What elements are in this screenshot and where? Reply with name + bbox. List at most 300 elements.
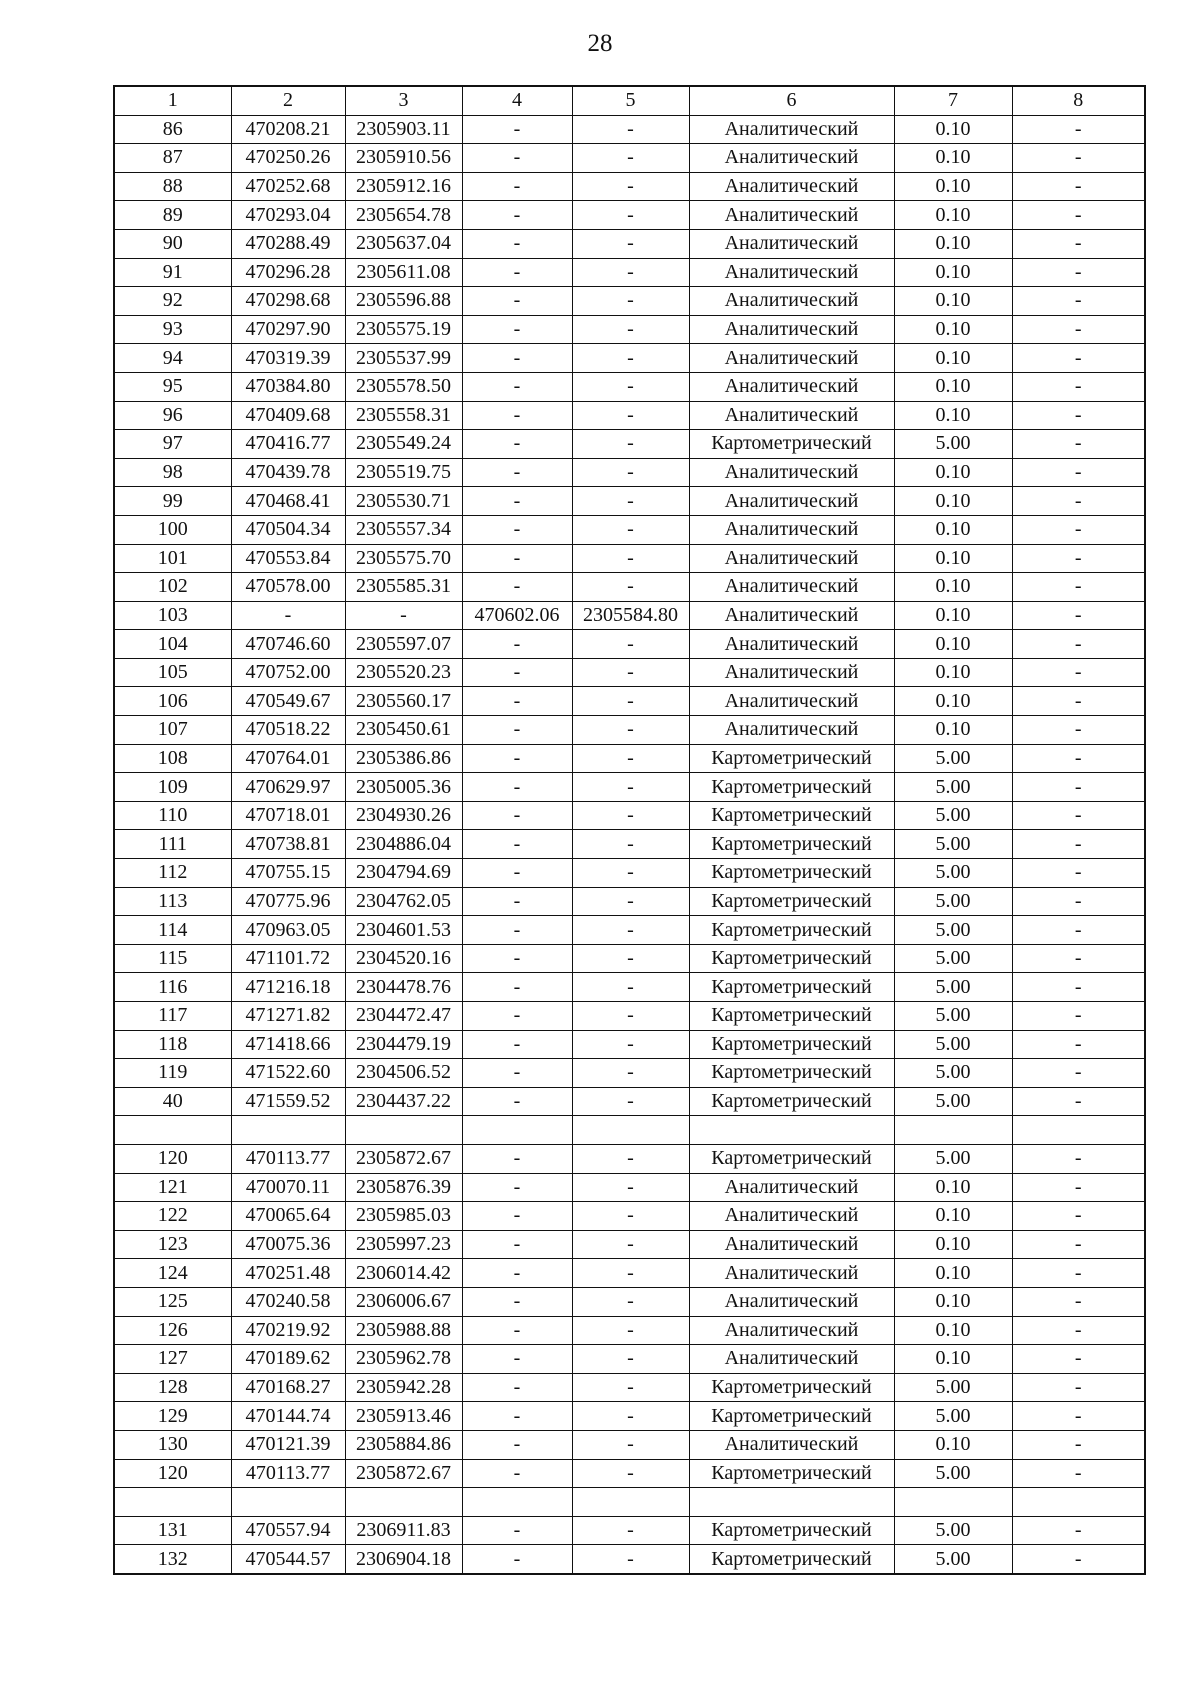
point-number-cell: 126 xyxy=(114,1316,231,1345)
accuracy-cell: 5.00 xyxy=(894,1030,1012,1059)
column-header: 3 xyxy=(345,86,462,115)
method-cell: Аналитический xyxy=(689,544,894,573)
y-coordinate-cell: 2305872.67 xyxy=(345,1144,462,1173)
accuracy-cell: 0.10 xyxy=(894,172,1012,201)
y-coordinate-alt-cell: - xyxy=(572,773,689,802)
method-cell: Аналитический xyxy=(689,658,894,687)
x-coordinate-alt-cell: - xyxy=(462,1002,572,1031)
method-cell: Аналитический xyxy=(689,630,894,659)
x-coordinate-alt-cell: - xyxy=(462,1430,572,1459)
table-row xyxy=(114,1230,1145,1259)
method-cell: Картометрический xyxy=(689,1459,894,1488)
table-row xyxy=(114,601,1145,630)
y-coordinate-alt-cell: - xyxy=(572,1287,689,1316)
column-header: 5 xyxy=(572,86,689,115)
y-coordinate-alt-cell: - xyxy=(572,172,689,201)
point-number-cell: 100 xyxy=(114,515,231,544)
method-cell: Картометрический xyxy=(689,1402,894,1431)
note-cell: - xyxy=(1012,801,1145,830)
point-number-cell: 106 xyxy=(114,687,231,716)
x-coordinate-alt-cell: - xyxy=(462,430,572,459)
accuracy-cell: 0.10 xyxy=(894,201,1012,230)
y-coordinate-alt-cell: - xyxy=(572,287,689,316)
y-coordinate-alt-cell: - xyxy=(572,887,689,916)
table-row xyxy=(114,1116,1145,1145)
table-row xyxy=(114,1459,1145,1488)
x-coordinate-cell xyxy=(231,1116,345,1145)
coordinates-table xyxy=(113,85,1146,1575)
y-coordinate-alt-cell: - xyxy=(572,744,689,773)
accuracy-cell: 0.10 xyxy=(894,315,1012,344)
point-number-cell: 108 xyxy=(114,744,231,773)
table-row xyxy=(114,115,1145,144)
point-number-cell: 94 xyxy=(114,344,231,373)
x-coordinate-alt-cell: - xyxy=(462,687,572,716)
point-number-cell: 111 xyxy=(114,830,231,859)
method-cell: Аналитический xyxy=(689,487,894,516)
accuracy-cell: 5.00 xyxy=(894,859,1012,888)
accuracy-cell: 0.10 xyxy=(894,658,1012,687)
x-coordinate-alt-cell: - xyxy=(462,1459,572,1488)
y-coordinate-cell: 2305903.11 xyxy=(345,115,462,144)
table-row xyxy=(114,287,1145,316)
accuracy-cell: 5.00 xyxy=(894,1144,1012,1173)
y-coordinate-cell: 2305585.31 xyxy=(345,573,462,602)
point-number-cell: 99 xyxy=(114,487,231,516)
note-cell: - xyxy=(1012,401,1145,430)
note-cell: - xyxy=(1012,115,1145,144)
y-coordinate-alt-cell: - xyxy=(572,1259,689,1288)
x-coordinate-cell: 471559.52 xyxy=(231,1087,345,1116)
method-cell: Аналитический xyxy=(689,687,894,716)
table-row xyxy=(114,229,1145,258)
note-cell: - xyxy=(1012,830,1145,859)
note-cell: - xyxy=(1012,1345,1145,1374)
x-coordinate-alt-cell: - xyxy=(462,315,572,344)
x-coordinate-cell: 470208.21 xyxy=(231,115,345,144)
x-coordinate-alt-cell: - xyxy=(462,115,572,144)
x-coordinate-alt-cell: - xyxy=(462,1259,572,1288)
accuracy-cell: 5.00 xyxy=(894,944,1012,973)
y-coordinate-cell: 2306014.42 xyxy=(345,1259,462,1288)
x-coordinate-alt-cell: - xyxy=(462,1345,572,1374)
x-coordinate-cell: 470409.68 xyxy=(231,401,345,430)
x-coordinate-cell: 470718.01 xyxy=(231,801,345,830)
x-coordinate-alt-cell: - xyxy=(462,401,572,430)
y-coordinate-alt-cell xyxy=(572,1488,689,1517)
accuracy-cell: 0.10 xyxy=(894,630,1012,659)
point-number-cell: 95 xyxy=(114,372,231,401)
method-cell: Аналитический xyxy=(689,115,894,144)
method-cell: Аналитический xyxy=(689,201,894,230)
method-cell: Картометрический xyxy=(689,1087,894,1116)
x-coordinate-cell: 470296.28 xyxy=(231,258,345,287)
method-cell: Аналитический xyxy=(689,372,894,401)
note-cell: - xyxy=(1012,1259,1145,1288)
note-cell: - xyxy=(1012,1202,1145,1231)
accuracy-cell: 5.00 xyxy=(894,801,1012,830)
x-coordinate-cell: 470755.15 xyxy=(231,859,345,888)
point-number-cell: 119 xyxy=(114,1059,231,1088)
method-cell: Картометрический xyxy=(689,859,894,888)
point-number-cell xyxy=(114,1116,231,1145)
note-cell: - xyxy=(1012,1144,1145,1173)
x-coordinate-cell: 471522.60 xyxy=(231,1059,345,1088)
note-cell: - xyxy=(1012,744,1145,773)
accuracy-cell: 0.10 xyxy=(894,401,1012,430)
x-coordinate-cell: 470439.78 xyxy=(231,458,345,487)
method-cell: Аналитический xyxy=(689,1430,894,1459)
note-cell: - xyxy=(1012,573,1145,602)
method-cell: Аналитический xyxy=(689,1202,894,1231)
x-coordinate-alt-cell: - xyxy=(462,630,572,659)
point-number-cell: 129 xyxy=(114,1402,231,1431)
y-coordinate-cell: 2305942.28 xyxy=(345,1373,462,1402)
accuracy-cell: 0.10 xyxy=(894,573,1012,602)
accuracy-cell: 5.00 xyxy=(894,1545,1012,1574)
x-coordinate-alt-cell: - xyxy=(462,458,572,487)
table-row xyxy=(114,201,1145,230)
y-coordinate-alt-cell: - xyxy=(572,430,689,459)
y-coordinate-cell: 2305530.71 xyxy=(345,487,462,516)
point-number-cell: 101 xyxy=(114,544,231,573)
note-cell: - xyxy=(1012,458,1145,487)
accuracy-cell: 5.00 xyxy=(894,430,1012,459)
y-coordinate-alt-cell: - xyxy=(572,859,689,888)
method-cell: Аналитический xyxy=(689,1259,894,1288)
point-number-cell: 103 xyxy=(114,601,231,630)
note-cell: - xyxy=(1012,916,1145,945)
table-row xyxy=(114,630,1145,659)
y-coordinate-cell: 2304601.53 xyxy=(345,916,462,945)
note-cell: - xyxy=(1012,144,1145,173)
y-coordinate-alt-cell: - xyxy=(572,716,689,745)
x-coordinate-cell: 470468.41 xyxy=(231,487,345,516)
x-coordinate-alt-cell: - xyxy=(462,1287,572,1316)
table-row xyxy=(114,744,1145,773)
method-cell: Аналитический xyxy=(689,1173,894,1202)
x-coordinate-alt-cell: - xyxy=(462,1230,572,1259)
x-coordinate-cell: 470544.57 xyxy=(231,1545,345,1574)
accuracy-cell: 0.10 xyxy=(894,1345,1012,1374)
y-coordinate-cell: 2305985.03 xyxy=(345,1202,462,1231)
table-row xyxy=(114,773,1145,802)
accuracy-cell: 5.00 xyxy=(894,773,1012,802)
point-number-cell: 117 xyxy=(114,1002,231,1031)
y-coordinate-alt-cell: - xyxy=(572,1144,689,1173)
note-cell: - xyxy=(1012,1516,1145,1545)
table-row xyxy=(114,1144,1145,1173)
note-cell xyxy=(1012,1488,1145,1517)
method-cell: Аналитический xyxy=(689,515,894,544)
y-coordinate-cell: 2305876.39 xyxy=(345,1173,462,1202)
point-number-cell: 107 xyxy=(114,716,231,745)
y-coordinate-alt-cell: 2305584.80 xyxy=(572,601,689,630)
point-number-cell: 104 xyxy=(114,630,231,659)
y-coordinate-cell: 2305386.86 xyxy=(345,744,462,773)
y-coordinate-alt-cell: - xyxy=(572,916,689,945)
table-row xyxy=(114,1488,1145,1517)
note-cell: - xyxy=(1012,1087,1145,1116)
table-row xyxy=(114,1087,1145,1116)
accuracy-cell: 5.00 xyxy=(894,916,1012,945)
method-cell: Аналитический xyxy=(689,258,894,287)
table-row xyxy=(114,1402,1145,1431)
method-cell: Картометрический xyxy=(689,1545,894,1574)
x-coordinate-cell: 470578.00 xyxy=(231,573,345,602)
note-cell: - xyxy=(1012,1030,1145,1059)
note-cell: - xyxy=(1012,887,1145,916)
y-coordinate-alt-cell: - xyxy=(572,1230,689,1259)
method-cell: Картометрический xyxy=(689,744,894,773)
table-row xyxy=(114,1030,1145,1059)
y-coordinate-cell: 2305450.61 xyxy=(345,716,462,745)
method-cell: Аналитический xyxy=(689,315,894,344)
method-cell: Аналитический xyxy=(689,1345,894,1374)
y-coordinate-cell: 2305537.99 xyxy=(345,344,462,373)
point-number-cell xyxy=(114,1488,231,1517)
point-number-cell: 127 xyxy=(114,1345,231,1374)
accuracy-cell: 0.10 xyxy=(894,115,1012,144)
y-coordinate-alt-cell: - xyxy=(572,801,689,830)
accuracy-cell: 5.00 xyxy=(894,1459,1012,1488)
y-coordinate-cell: 2305519.75 xyxy=(345,458,462,487)
y-coordinate-alt-cell: - xyxy=(572,1173,689,1202)
x-coordinate-alt-cell: - xyxy=(462,1316,572,1345)
table-row xyxy=(114,658,1145,687)
note-cell: - xyxy=(1012,1459,1145,1488)
x-coordinate-cell: 470121.39 xyxy=(231,1430,345,1459)
accuracy-cell xyxy=(894,1116,1012,1145)
y-coordinate-cell: 2305872.67 xyxy=(345,1459,462,1488)
note-cell: - xyxy=(1012,315,1145,344)
x-coordinate-alt-cell: - xyxy=(462,887,572,916)
table-row xyxy=(114,315,1145,344)
y-coordinate-alt-cell: - xyxy=(572,1030,689,1059)
x-coordinate-alt-cell: - xyxy=(462,201,572,230)
y-coordinate-cell: - xyxy=(345,601,462,630)
table-row xyxy=(114,887,1145,916)
table-row xyxy=(114,172,1145,201)
method-cell xyxy=(689,1116,894,1145)
point-number-cell: 109 xyxy=(114,773,231,802)
y-coordinate-cell: 2304478.76 xyxy=(345,973,462,1002)
y-coordinate-alt-cell: - xyxy=(572,201,689,230)
x-coordinate-cell: 471418.66 xyxy=(231,1030,345,1059)
method-cell xyxy=(689,1488,894,1517)
accuracy-cell: 5.00 xyxy=(894,744,1012,773)
method-cell: Аналитический xyxy=(689,172,894,201)
x-coordinate-alt-cell: - xyxy=(462,487,572,516)
note-cell: - xyxy=(1012,601,1145,630)
x-coordinate-alt-cell: - xyxy=(462,944,572,973)
method-cell: Картометрический xyxy=(689,916,894,945)
column-header: 1 xyxy=(114,86,231,115)
y-coordinate-alt-cell: - xyxy=(572,630,689,659)
table-row xyxy=(114,1287,1145,1316)
note-cell: - xyxy=(1012,515,1145,544)
x-coordinate-cell: 470251.48 xyxy=(231,1259,345,1288)
y-coordinate-cell: 2305988.88 xyxy=(345,1316,462,1345)
y-coordinate-alt-cell xyxy=(572,1116,689,1145)
y-coordinate-alt-cell: - xyxy=(572,315,689,344)
table-row xyxy=(114,258,1145,287)
x-coordinate-alt-cell: - xyxy=(462,258,572,287)
y-coordinate-alt-cell: - xyxy=(572,1545,689,1574)
y-coordinate-cell: 2305913.46 xyxy=(345,1402,462,1431)
table-row xyxy=(114,144,1145,173)
point-number-cell: 105 xyxy=(114,658,231,687)
column-header: 7 xyxy=(894,86,1012,115)
accuracy-cell: 5.00 xyxy=(894,830,1012,859)
table-row xyxy=(114,859,1145,888)
point-number-cell: 92 xyxy=(114,287,231,316)
method-cell: Аналитический xyxy=(689,229,894,258)
x-coordinate-alt-cell: - xyxy=(462,1373,572,1402)
point-number-cell: 115 xyxy=(114,944,231,973)
method-cell: Картометрический xyxy=(689,973,894,1002)
point-number-cell: 96 xyxy=(114,401,231,430)
point-number-cell: 98 xyxy=(114,458,231,487)
page-number: 28 xyxy=(587,30,613,57)
table-row xyxy=(114,401,1145,430)
accuracy-cell: 0.10 xyxy=(894,458,1012,487)
point-number-cell: 97 xyxy=(114,430,231,459)
accuracy-cell: 5.00 xyxy=(894,1516,1012,1545)
note-cell: - xyxy=(1012,1402,1145,1431)
x-coordinate-alt-cell: - xyxy=(462,830,572,859)
note-cell: - xyxy=(1012,201,1145,230)
x-coordinate-alt-cell: - xyxy=(462,973,572,1002)
x-coordinate-cell: 470553.84 xyxy=(231,544,345,573)
note-cell: - xyxy=(1012,773,1145,802)
x-coordinate-alt-cell: - xyxy=(462,515,572,544)
x-coordinate-cell: 470113.77 xyxy=(231,1144,345,1173)
table-row xyxy=(114,801,1145,830)
note-cell: - xyxy=(1012,658,1145,687)
note-cell: - xyxy=(1012,229,1145,258)
x-coordinate-cell: 470070.11 xyxy=(231,1173,345,1202)
point-number-cell: 120 xyxy=(114,1459,231,1488)
point-number-cell: 86 xyxy=(114,115,231,144)
table-row xyxy=(114,1545,1145,1574)
y-coordinate-alt-cell: - xyxy=(572,573,689,602)
y-coordinate-cell: 2304886.04 xyxy=(345,830,462,859)
accuracy-cell: 0.10 xyxy=(894,1230,1012,1259)
y-coordinate-cell: 2305549.24 xyxy=(345,430,462,459)
y-coordinate-alt-cell: - xyxy=(572,1202,689,1231)
y-coordinate-cell: 2305962.78 xyxy=(345,1345,462,1374)
accuracy-cell: 5.00 xyxy=(894,1087,1012,1116)
y-coordinate-alt-cell: - xyxy=(572,544,689,573)
y-coordinate-alt-cell: - xyxy=(572,1087,689,1116)
table-row xyxy=(114,1259,1145,1288)
method-cell: Аналитический xyxy=(689,344,894,373)
method-cell: Картометрический xyxy=(689,1516,894,1545)
x-coordinate-cell: 470504.34 xyxy=(231,515,345,544)
accuracy-cell: 0.10 xyxy=(894,372,1012,401)
y-coordinate-alt-cell: - xyxy=(572,487,689,516)
table-row xyxy=(114,1345,1145,1374)
table-row xyxy=(114,1202,1145,1231)
x-coordinate-cell: 470416.77 xyxy=(231,430,345,459)
point-number-cell: 128 xyxy=(114,1373,231,1402)
y-coordinate-alt-cell: - xyxy=(572,229,689,258)
y-coordinate-alt-cell: - xyxy=(572,144,689,173)
note-cell: - xyxy=(1012,487,1145,516)
x-coordinate-cell: 470298.68 xyxy=(231,287,345,316)
y-coordinate-alt-cell: - xyxy=(572,1516,689,1545)
method-cell: Картометрический xyxy=(689,887,894,916)
table-row xyxy=(114,1430,1145,1459)
x-coordinate-cell: 470557.94 xyxy=(231,1516,345,1545)
x-coordinate-alt-cell: - xyxy=(462,172,572,201)
accuracy-cell: 5.00 xyxy=(894,1402,1012,1431)
x-coordinate-alt-cell: - xyxy=(462,544,572,573)
x-coordinate-cell: 470240.58 xyxy=(231,1287,345,1316)
x-coordinate-cell: - xyxy=(231,601,345,630)
note-cell: - xyxy=(1012,287,1145,316)
x-coordinate-cell: 470549.67 xyxy=(231,687,345,716)
method-cell: Аналитический xyxy=(689,573,894,602)
table-row xyxy=(114,973,1145,1002)
y-coordinate-alt-cell: - xyxy=(572,1316,689,1345)
x-coordinate-alt-cell: - xyxy=(462,773,572,802)
y-coordinate-cell: 2304794.69 xyxy=(345,859,462,888)
method-cell: Картометрический xyxy=(689,1059,894,1088)
y-coordinate-alt-cell: - xyxy=(572,973,689,1002)
point-number-cell: 123 xyxy=(114,1230,231,1259)
note-cell: - xyxy=(1012,1173,1145,1202)
y-coordinate-alt-cell: - xyxy=(572,258,689,287)
table-row xyxy=(114,372,1145,401)
x-coordinate-cell: 470775.96 xyxy=(231,887,345,916)
y-coordinate-alt-cell: - xyxy=(572,115,689,144)
y-coordinate-cell: 2305575.19 xyxy=(345,315,462,344)
x-coordinate-cell: 470764.01 xyxy=(231,744,345,773)
accuracy-cell: 0.10 xyxy=(894,1316,1012,1345)
table-row xyxy=(114,344,1145,373)
x-coordinate-cell: 470752.00 xyxy=(231,658,345,687)
y-coordinate-alt-cell: - xyxy=(572,830,689,859)
note-cell: - xyxy=(1012,430,1145,459)
accuracy-cell: 0.10 xyxy=(894,601,1012,630)
note-cell: - xyxy=(1012,1430,1145,1459)
point-number-cell: 102 xyxy=(114,573,231,602)
y-coordinate-cell: 2305005.36 xyxy=(345,773,462,802)
note-cell: - xyxy=(1012,944,1145,973)
point-number-cell: 130 xyxy=(114,1430,231,1459)
accuracy-cell: 0.10 xyxy=(894,1259,1012,1288)
accuracy-cell: 0.10 xyxy=(894,1202,1012,1231)
accuracy-cell: 0.10 xyxy=(894,544,1012,573)
y-coordinate-alt-cell: - xyxy=(572,1002,689,1031)
x-coordinate-alt-cell: - xyxy=(462,1516,572,1545)
note-cell: - xyxy=(1012,1287,1145,1316)
x-coordinate-alt-cell: - xyxy=(462,573,572,602)
point-number-cell: 121 xyxy=(114,1173,231,1202)
point-number-cell: 114 xyxy=(114,916,231,945)
method-cell: Аналитический xyxy=(689,1287,894,1316)
point-number-cell: 88 xyxy=(114,172,231,201)
point-number-cell: 89 xyxy=(114,201,231,230)
point-number-cell: 87 xyxy=(114,144,231,173)
table-row xyxy=(114,716,1145,745)
x-coordinate-cell: 470252.68 xyxy=(231,172,345,201)
table-row xyxy=(114,944,1145,973)
y-coordinate-alt-cell: - xyxy=(572,1059,689,1088)
note-cell: - xyxy=(1012,1230,1145,1259)
